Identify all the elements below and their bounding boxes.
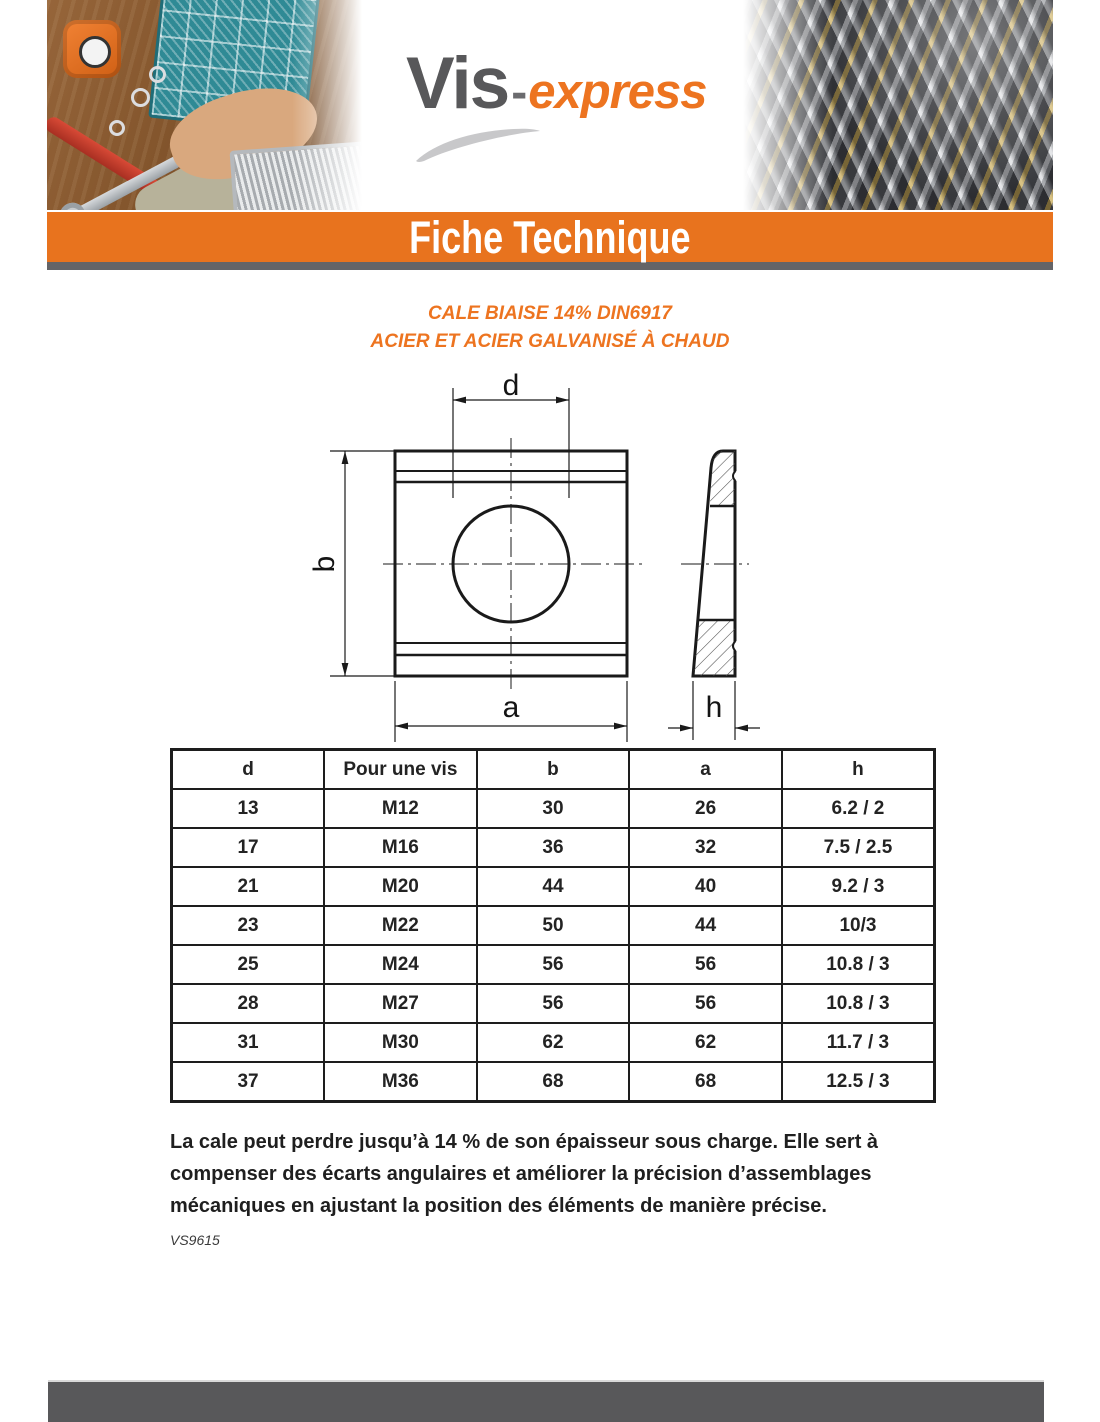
table-cell: M24 [324, 945, 477, 984]
table-cell: M22 [324, 906, 477, 945]
table-cell: 56 [477, 945, 630, 984]
screws-photo [743, 0, 1053, 210]
table-cell: 10.8 / 3 [782, 945, 935, 984]
divider-strip [47, 262, 1053, 270]
table-cell: 28 [172, 984, 325, 1023]
spec-table [170, 748, 936, 1103]
table-row [172, 1023, 935, 1062]
table-cell: 62 [477, 1023, 630, 1062]
table-cell: 30 [477, 789, 630, 828]
wrench-head [55, 198, 90, 210]
table-cell: 37 [172, 1062, 325, 1102]
table-row [172, 906, 935, 945]
banner-title: Fiche Technique [409, 211, 691, 263]
table-cell: 68 [629, 1062, 782, 1102]
table-cell: 40 [629, 867, 782, 906]
logo-text-vis: Vis [406, 43, 509, 124]
table-cell: M12 [324, 789, 477, 828]
table-cell: 7.5 / 2.5 [782, 828, 935, 867]
dim-label-a: a [502, 691, 520, 724]
side-view [681, 451, 749, 676]
table-cell: 21 [172, 867, 325, 906]
product-title [0, 300, 1100, 356]
washer [131, 88, 150, 107]
table-row [172, 984, 935, 1023]
table-cell: M20 [324, 867, 477, 906]
front-view [383, 438, 642, 690]
logo-text-dash: - [511, 66, 528, 119]
product-title-line2: ACIER ET ACIER GALVANISÉ À CHAUD [370, 331, 730, 352]
column-header: a [629, 750, 782, 790]
workbench-photo [47, 0, 362, 210]
banner [47, 212, 1053, 262]
spec-table-head-row [172, 750, 935, 790]
table-cell: M30 [324, 1023, 477, 1062]
table-cell: 50 [477, 906, 630, 945]
table-cell: 6.2 / 2 [782, 789, 935, 828]
footer-bar [48, 1380, 1044, 1422]
table-row [172, 945, 935, 984]
reference-code: VS9615 [170, 1232, 220, 1248]
table-cell: 56 [629, 984, 782, 1023]
table-cell: 68 [477, 1062, 630, 1102]
technical-drawing [270, 368, 790, 748]
description-text: La cale peut perdre jusqu’à 14 % de son épaisseur sous charge. Elle sert à compenser des écarts angulaires et améliorer la précision d’assemblages mécaniques en ajustant la position des éléments de manière précise. [170, 1131, 879, 1217]
table-cell: 25 [172, 945, 325, 984]
screw-tray [230, 141, 362, 210]
column-header: Pour une vis [324, 750, 477, 790]
table-cell: 44 [477, 867, 630, 906]
logo-wordmark [406, 42, 707, 125]
screws-highlight [743, 0, 1053, 210]
table-cell: 31 [172, 1023, 325, 1062]
table-cell: 36 [477, 828, 630, 867]
spec-table-body [172, 789, 935, 1102]
dimension-b [308, 451, 395, 676]
table-cell: M36 [324, 1062, 477, 1102]
logo-text-express: express [528, 65, 707, 119]
table-cell: 26 [629, 789, 782, 828]
table-cell: 12.5 / 3 [782, 1062, 935, 1102]
table-row [172, 789, 935, 828]
column-header: b [477, 750, 630, 790]
table-cell: 32 [629, 828, 782, 867]
table-cell: 17 [172, 828, 325, 867]
header [47, 0, 1053, 210]
column-header: h [782, 750, 935, 790]
dim-label-d: d [502, 369, 520, 402]
washer [109, 120, 125, 136]
vis-express-logo [362, 0, 743, 210]
table-cell: 10.8 / 3 [782, 984, 935, 1023]
column-header: d [172, 750, 325, 790]
table-cell: 62 [629, 1023, 782, 1062]
table-row [172, 1062, 935, 1102]
product-title-line1: CALE BIAISE 14% DIN6917 [428, 303, 672, 324]
washer [149, 66, 166, 83]
table-cell: 11.7 / 3 [782, 1023, 935, 1062]
tape-measure [63, 20, 121, 78]
table-cell: M16 [324, 828, 477, 867]
table-cell: 44 [629, 906, 782, 945]
table-cell: 10/3 [782, 906, 935, 945]
dim-label-b: b [308, 555, 341, 573]
dimension-a [395, 681, 627, 742]
table-cell: 13 [172, 789, 325, 828]
red-screwdriver [47, 114, 163, 198]
spec-table-head [172, 750, 935, 790]
table-row [172, 867, 935, 906]
table-row [172, 828, 935, 867]
tape-measure-reel [79, 36, 111, 68]
logo-swoosh-icon [414, 126, 544, 164]
table-cell: M27 [324, 984, 477, 1023]
table-cell: 23 [172, 906, 325, 945]
table-cell: 56 [477, 984, 630, 1023]
table-cell: 56 [629, 945, 782, 984]
table-cell: 9.2 / 3 [782, 867, 935, 906]
dimension-h [668, 681, 760, 740]
dim-label-h: h [705, 691, 723, 724]
